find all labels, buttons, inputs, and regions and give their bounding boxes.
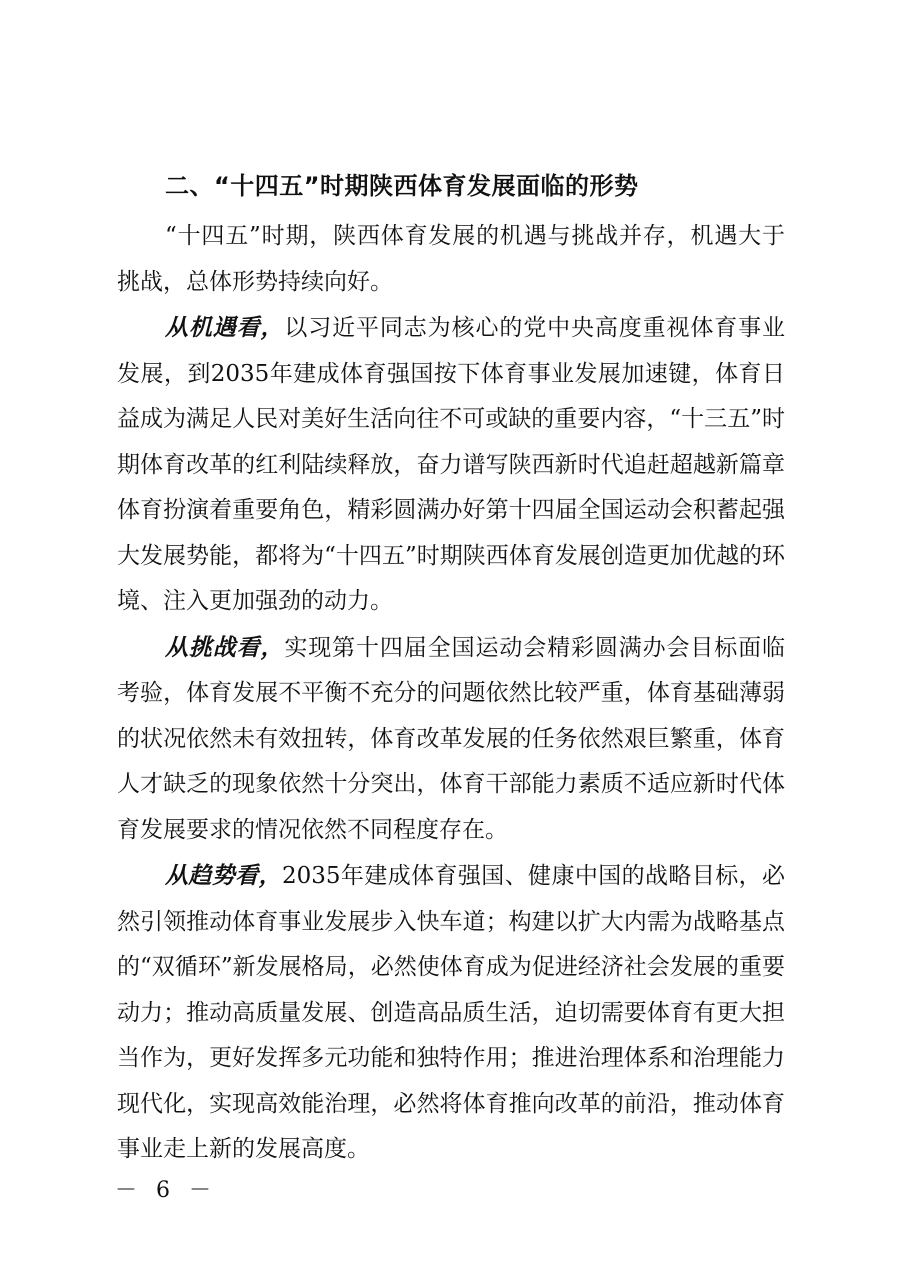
paragraph-lead-trends: 从趋势看， xyxy=(165,862,282,889)
paragraph-challenges xyxy=(117,625,785,854)
paragraph-text: “十四五”时期，陕西体育发展的机遇与挑战并存，机遇大于挑战，总体形势持续向好。 xyxy=(117,223,785,295)
body-text xyxy=(117,214,785,1173)
paragraph-text: 以习近平同志为核心的党中央高度重视体育事业发展，到2035年建成体育强国按下体育事业发展加速键，体育日益成为满足人民对美好生活向往不可或缺的重要内容，“十三五”时期体育改革的红利陆续释放，奋力谱写陕西新时代追赶超越新篇章体育扮演着重要角色，精彩圆满办好第十四届全国运动会积蓄起强大发展势能，都将为“十四五”时期陕西体育发展创造更加优越的环境、注入更加强劲的动力。 xyxy=(117,315,786,614)
paragraph-text: 2035年建成体育强国、健康中国的战略目标，必然引领推动体育事业发展步入快车道；构建以扩大内需为战略基点的“双循环”新发展格局，必然使体育成为促进经济社会发展的重要动力；推动高质量发展、创造高品质生活，迫切需要体育有更大担当作为，更好发挥多元功能和独特作用；推进治理体系和治理能力现代化，实现高效能治理，必然将体育推向改革的前沿，推动体育事业走上新的发展高度。 xyxy=(117,863,786,1162)
section-heading: 二、“十四五”时期陕西体育发展面临的形势 xyxy=(165,172,639,200)
page-number: － 6 － xyxy=(115,1178,217,1203)
paragraph-opportunities xyxy=(117,305,785,625)
paragraph-overview xyxy=(117,214,785,305)
paragraph-text: 实现第十四届全国运动会精彩圆满办会目标面临考验，体育发展不平衡不充分的问题依然比较严重，体育基础薄弱的状况依然未有效扭转，体育改革发展的任务依然艰巨繁重，体育人才缺乏的现象依然十分突出，体育干部能力素质不适应新时代体育发展要求的情况依然不同程度存在。 xyxy=(117,634,786,843)
paragraph-trends xyxy=(117,853,785,1173)
paragraph-lead-opportunities: 从机遇看， xyxy=(165,314,285,341)
paragraph-lead-challenges: 从挑战看， xyxy=(165,633,285,661)
